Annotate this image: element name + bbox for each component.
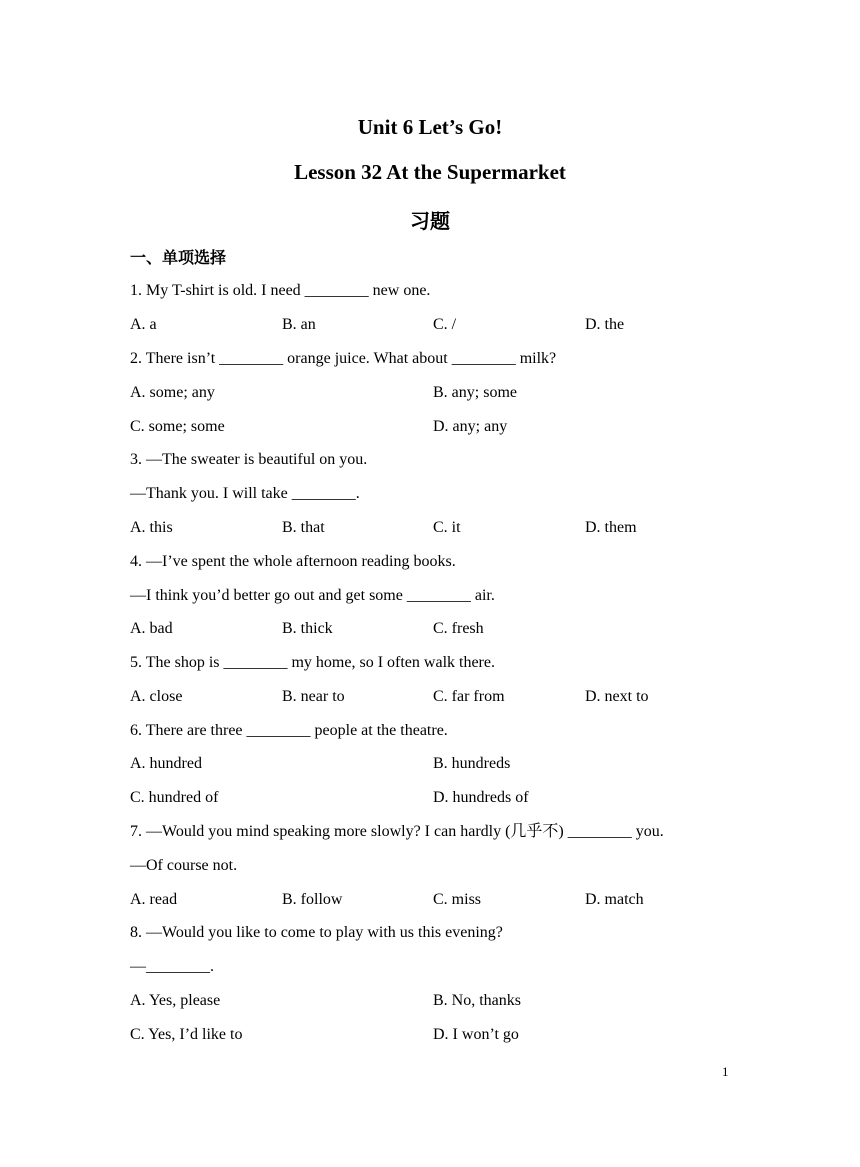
q6-option-c: C. hundred of — [130, 789, 219, 806]
q8-option-c: C. Yes, I’d like to — [130, 1026, 243, 1043]
q4-option-b: B. thick — [282, 620, 333, 637]
page-number: 1 — [722, 1064, 729, 1079]
exercise-subtitle: 习题 — [410, 209, 450, 233]
q4-option-a: A. bad — [130, 620, 173, 637]
question-1-text: 1. My T-shirt is old. I need ________ new one. — [130, 282, 431, 299]
q2-option-c: C. some; some — [130, 418, 225, 435]
question-3-text: 3. —The sweater is beautiful on you. — [130, 451, 368, 468]
question-8-text: 8. —Would you like to come to play with us this evening? — [130, 924, 503, 941]
q5-option-b: B. near to — [282, 688, 345, 705]
q5-option-a: A. close — [130, 688, 183, 705]
q2-option-d: D. any; any — [433, 418, 508, 435]
question-6-text: 6. There are three ________ people at the theatre. — [130, 722, 448, 739]
q6-option-d: D. hundreds of — [433, 789, 529, 806]
q8-option-d: D. I won’t go — [433, 1026, 519, 1043]
q5-option-c: C. far from — [433, 688, 505, 705]
q7-option-b: B. follow — [282, 891, 343, 908]
question-3-reply: —Thank you. I will take ________. — [130, 485, 360, 502]
q7-option-d: D. match — [585, 891, 644, 908]
question-7-text: 7. —Would you mind speaking more slowly? I can hardly (几乎不) ________ you. — [130, 823, 664, 840]
unit-title: Unit 6 Let’s Go! — [357, 115, 503, 139]
q6-option-a: A. hundred — [130, 755, 202, 772]
q1-option-b: B. an — [282, 316, 316, 333]
question-5-text: 5. The shop is ________ my home, so I often walk there. — [130, 654, 495, 671]
section-heading: 一、单项选择 — [130, 248, 227, 267]
q8-option-b: B. No, thanks — [433, 992, 521, 1009]
q3-option-d: D. them — [585, 519, 637, 536]
question-7-reply: —Of course not. — [130, 857, 238, 874]
q7-option-c: C. miss — [433, 891, 482, 908]
question-4-reply: —I think you’d better go out and get some ________ air. — [130, 587, 495, 604]
q1-option-a: A. a — [130, 316, 157, 333]
q3-option-c: C. it — [433, 519, 461, 536]
q7-option-a: A. read — [130, 891, 178, 908]
q8-option-a: A. Yes, please — [130, 992, 221, 1009]
q3-option-b: B. that — [282, 519, 325, 536]
q2-option-a: A. some; any — [130, 384, 215, 401]
q1-option-d: D. the — [585, 316, 625, 333]
q4-option-c: C. fresh — [433, 620, 484, 637]
question-2-text: 2. There isn’t ________ orange juice. What about ________ milk? — [130, 350, 557, 367]
q5-option-d: D. next to — [585, 688, 649, 705]
q6-option-b: B. hundreds — [433, 755, 511, 772]
q2-option-b: B. any; some — [433, 384, 517, 401]
q3-option-a: A. this — [130, 519, 173, 536]
lesson-title: Lesson 32 At the Supermarket — [294, 160, 566, 184]
question-4-text: 4. —I’ve spent the whole afternoon reading books. — [130, 553, 456, 570]
question-8-reply: —________. — [130, 958, 214, 975]
q1-option-c: C. / — [433, 316, 457, 333]
